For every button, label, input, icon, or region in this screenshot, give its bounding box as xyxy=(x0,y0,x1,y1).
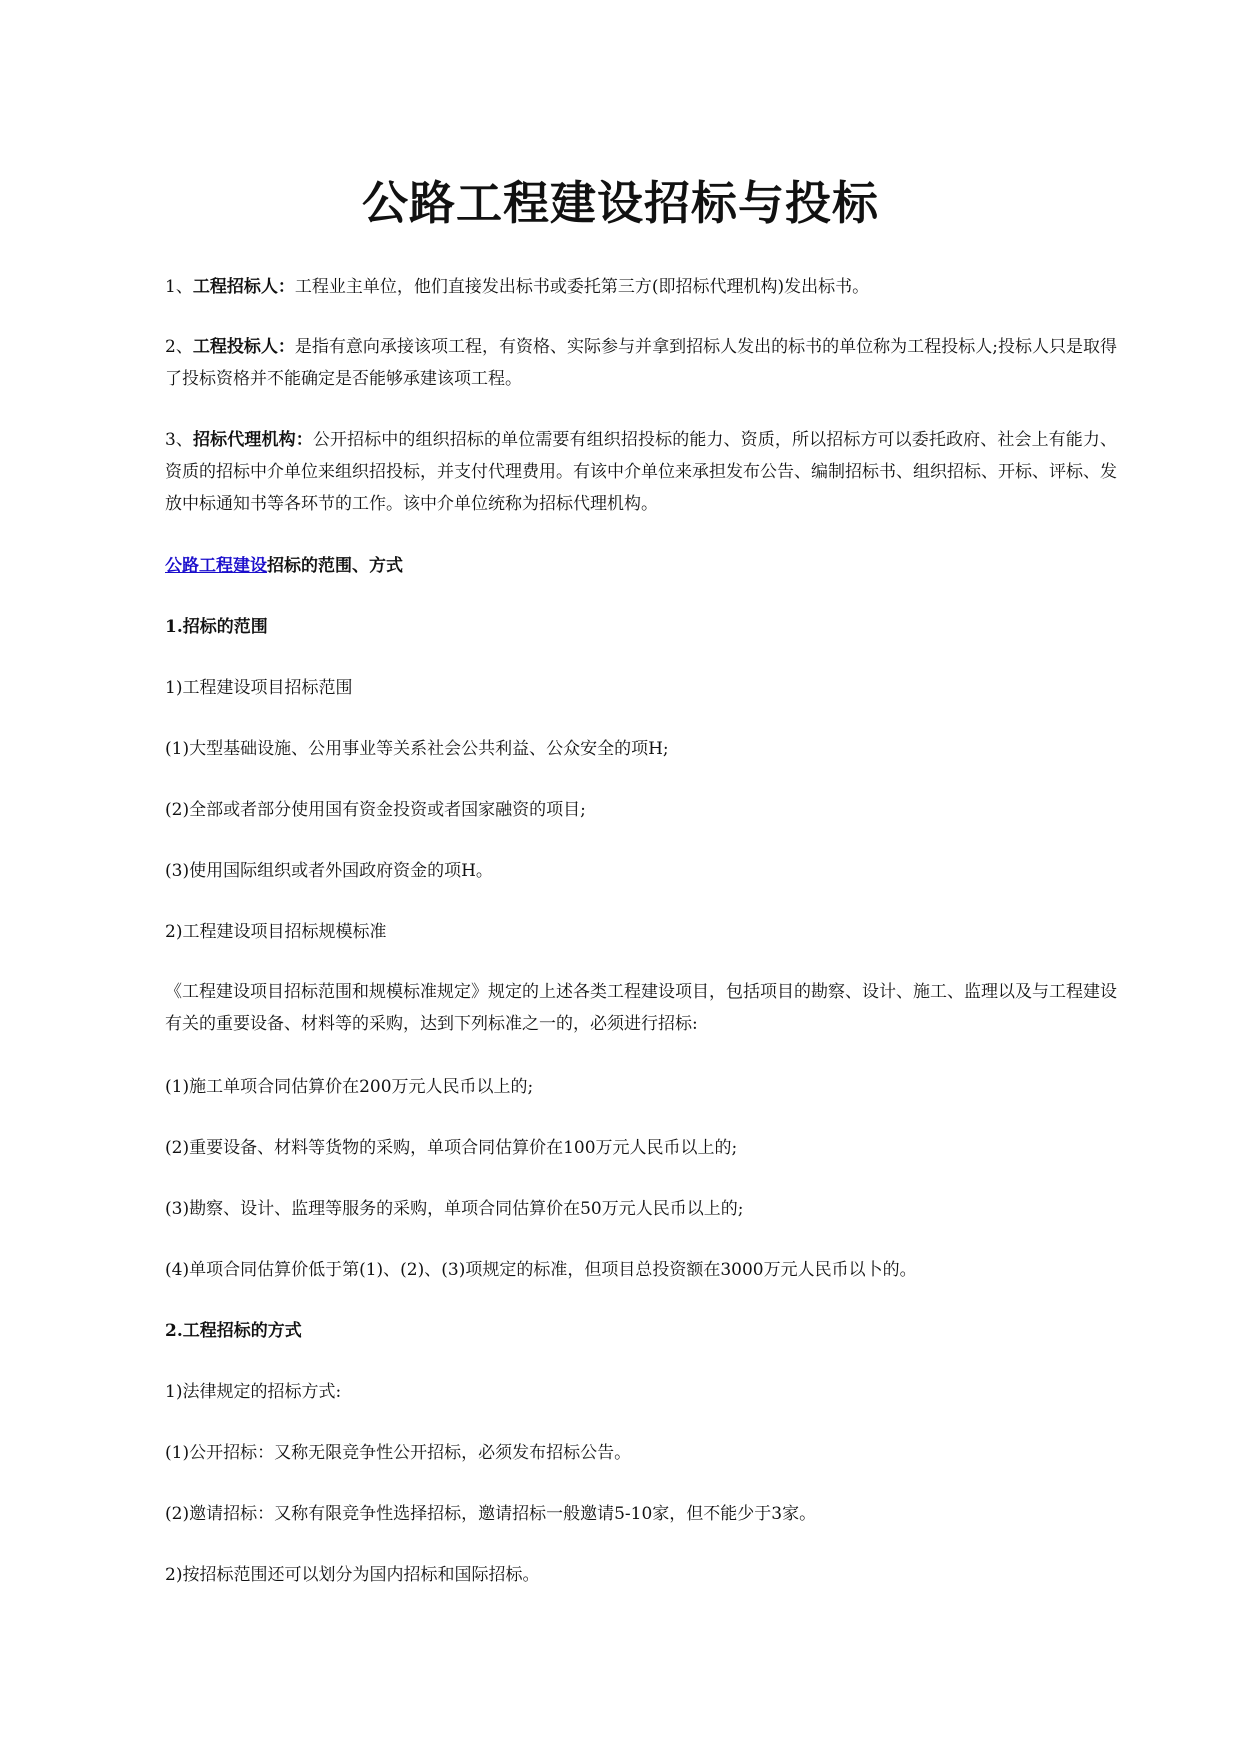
standard-item-4: (4)单项合同估算价低于第(1)、(2)、(3)项规定的标准，但项目总投资额在3000万元人民币以卜的。 xyxy=(165,1260,917,1280)
term-separator: ： xyxy=(295,430,313,450)
section-heading-text: 招标的范围、方式 xyxy=(267,556,403,576)
scope-heading: 1.招标的范围 xyxy=(165,617,268,637)
item-number: 2、 xyxy=(165,337,193,357)
method-item-1: (1)公开招标：又称无限竞争性公开招标，必须发布招标公告。 xyxy=(165,1443,632,1463)
method-subheading-2: 2)按招标范围还可以划分为国内招标和国际招标。 xyxy=(165,1565,540,1585)
definition-text: 是指有意向承接该项工程，有资格、实际参与并拿到招标人发出的标书的单位称为工程投标人;投标人只是取得了投标资格并不能确定是否能够承建该项工程。 xyxy=(165,337,1118,389)
definition-term: 工程投标人 xyxy=(192,337,278,357)
definition-paragraph-3 xyxy=(165,424,1117,520)
scope-item-2: (2)全部或者部分使用国有资金投资或者国家融资的项目; xyxy=(165,800,586,820)
method-item-2: (2)邀请招标：又称有限竞争性选择招标，邀请招标一般邀请5-10家，但不能少于3家。 xyxy=(165,1504,817,1524)
item-number: 1、 xyxy=(165,277,193,297)
document-title: 公路工程建设招标与投标 xyxy=(362,176,879,230)
definition-paragraph-1 xyxy=(165,271,1117,303)
section-heading-link[interactable]: 公路工程建设 xyxy=(165,556,267,576)
definition-paragraph-2 xyxy=(165,331,1117,395)
section-heading xyxy=(165,550,1117,582)
scope-subheading-1: 1)工程建设项目招标范围 xyxy=(165,678,353,698)
standard-item-3: (3)勘察、设计、监理等服务的采购，单项合同估算价在50万元人民币以上的; xyxy=(165,1199,744,1219)
standard-item-1: (1)施工单项合同估算价在200万元人民币以上的; xyxy=(165,1077,534,1097)
definition-text: 工程业主单位，他们直接发出标书或委托第三方(即招标代理机构)发出标书。 xyxy=(294,277,870,297)
standard-item-2: (2)重要设备、材料等货物的采购，单项合同估算价在100万元人民币以上的; xyxy=(165,1138,738,1158)
definition-text: 公开招标中的组织招标的单位需要有组织招投标的能力、资质，所以招标方可以委托政府、社会上有能力、资质的招标中介单位来组织招投标，并支付代理费用。有该中介单位来承担发布公告、编制招标书、组织招标、开标、评标、发放中标通知书等各环节的工作。该中介单位统称为招标代理机构。 xyxy=(165,430,1118,514)
term-separator: ： xyxy=(277,277,295,297)
scope-subheading-2: 2)工程建设项目招标规模标准 xyxy=(165,922,387,942)
definition-term: 工程招标人 xyxy=(192,277,278,297)
method-heading: 2.工程招标的方式 xyxy=(165,1321,302,1341)
term-separator: ： xyxy=(277,337,295,357)
standard-paragraph: 《工程建设项目招标范围和规模标准规定》规定的上述各类工程建设项目，包括项目的勘察、设计、施工、监理以及与工程建设有关的重要设备、材料等的采购，达到下列标准之一的，必须进行招标: xyxy=(165,982,1117,1034)
method-subheading-1: 1)法律规定的招标方式: xyxy=(165,1382,342,1402)
scope-item-1: (1)大型基础设施、公用事业等关系社会公共利益、公众安全的项H; xyxy=(165,739,669,759)
scope-item-3: (3)使用国际组织或者外国政府资金的项H。 xyxy=(165,861,493,881)
item-number: 3、 xyxy=(165,430,194,450)
definition-term: 招标代理机构 xyxy=(193,430,296,450)
